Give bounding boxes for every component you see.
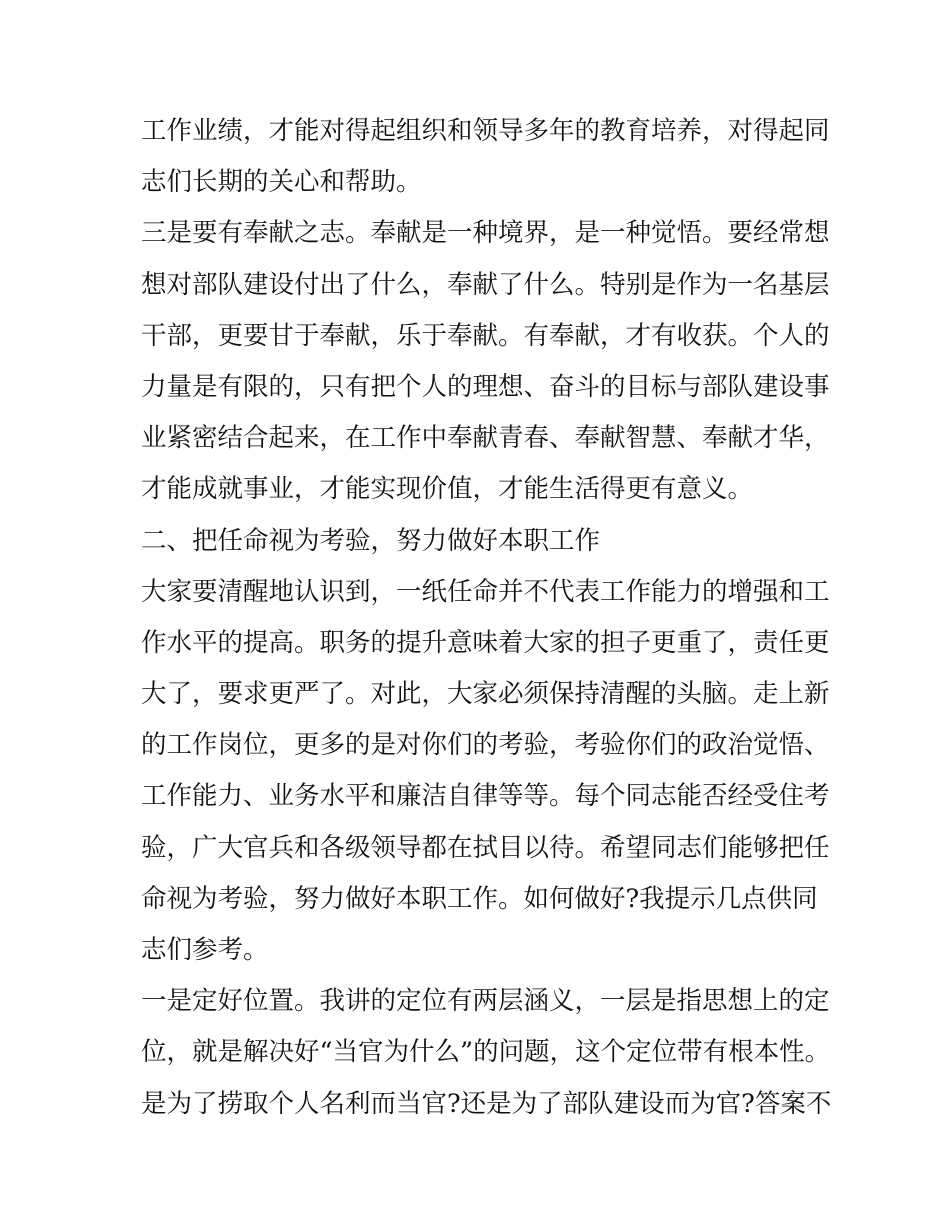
text-line: 才能成就事业，才能实现价值，才能生活得更有意义。 [141, 474, 754, 505]
text-line: 作水平的提高。职务的提升意味着大家的担子更重了，责任更 [141, 627, 830, 658]
body-text [141, 106, 832, 1130]
text-line: 大家要清醒地认识到，一纸任命并不代表工作能力的增强和工 [141, 576, 830, 607]
text-line: 命视为考验，努力做好本职工作。如何做好?我提示几点供同 [141, 883, 818, 914]
text-line: 干部，更要甘于奉献，乐于奉献。有奉献，才有收获。个人的 [141, 320, 830, 351]
text-line: 三是要有奉献之志。奉献是一种境界，是一种觉悟。要经常想 [141, 218, 830, 249]
text-line: 验，广大官兵和各级领导都在拭目以待。希望同志们能够把任 [141, 832, 830, 863]
text-line: 志们参考。 [141, 935, 269, 965]
text-line: 业紧密结合起来，在工作中奉献青春、奉献智慧、奉献才华， [141, 423, 830, 454]
text-line: 位，就是解决好“当官为什么”的问题，这个定位带有根本性。 [141, 1037, 831, 1068]
text-line: 的工作岗位，更多的是对你们的考验，考验你们的政治觉悟、 [141, 730, 830, 761]
text-line: 工作业绩，才能对得起组织和领导多年的教育培养，对得起同 [141, 116, 830, 146]
text-line: 志们长期的关心和帮助。 [141, 167, 422, 198]
text-line: 工作能力、业务水平和廉洁自律等等。每个同志能否经受住考 [141, 781, 830, 812]
text-line: 是为了捞取个人名利而当官?还是为了部队建设而为官?答案不 [141, 1088, 832, 1119]
text-line: 想对部队建设付出了什么，奉献了什么。特别是作为一名基层 [141, 269, 830, 300]
text-line: 一是定好位置。我讲的定位有两层涵义，一层是指思想上的定 [141, 986, 830, 1017]
section-heading: 二、把任命视为考验，努力做好本职工作 [141, 525, 601, 556]
text-line: 大了，要求更严了。对此，大家必须保持清醒的头脑。走上新 [141, 679, 830, 710]
text-line: 力量是有限的，只有把个人的理想、奋斗的目标与部队建设事 [141, 371, 830, 402]
